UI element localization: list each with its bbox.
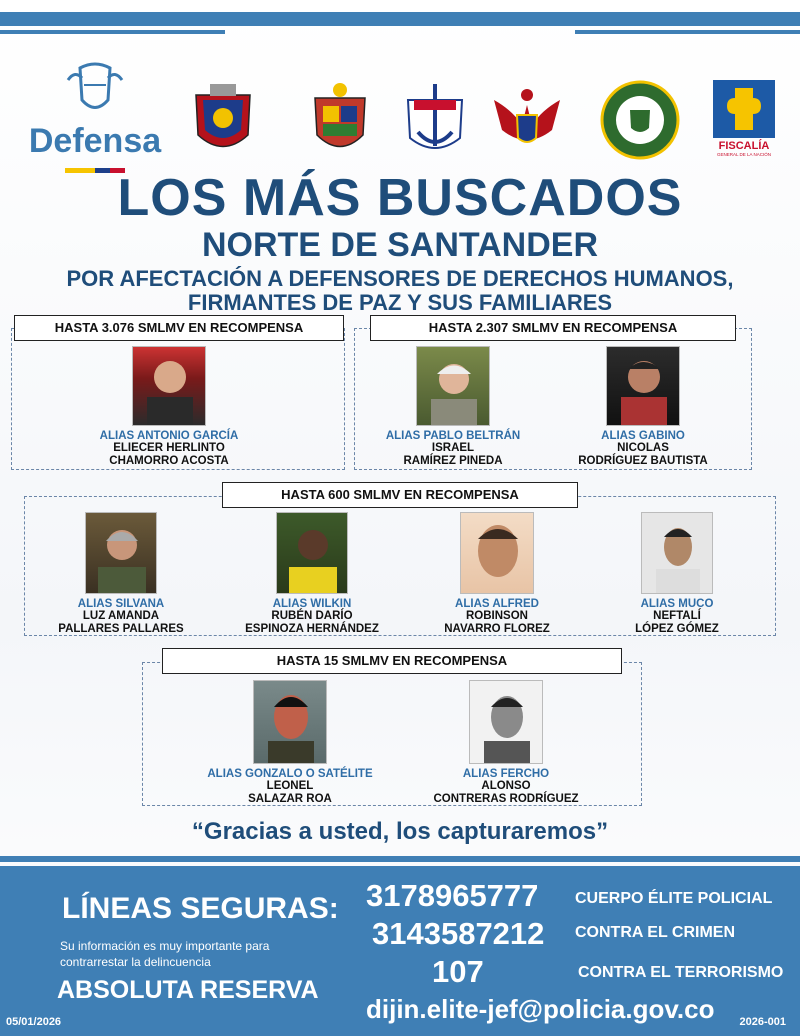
main-title: LOS MÁS BUSCADOS	[117, 169, 683, 227]
name-line-2: SALAZAR ROA	[248, 793, 332, 805]
subtitle-line-1: POR AFECTACIÓN A DEFENSORES DE DERECHOS HUMANOS,	[66, 266, 734, 291]
air-force-emblem-icon	[492, 80, 562, 160]
top-band-left-line	[0, 30, 225, 34]
footer	[0, 866, 800, 1036]
region-title: NORTE DE SANTANDER	[201, 226, 599, 264]
alias-label: ALIAS WILKIN	[272, 598, 352, 610]
phone-number-1[interactable]: 3178965777	[366, 878, 539, 913]
alias-label: ALIAS GABINO	[601, 430, 685, 442]
wanted-person-card	[582, 512, 772, 636]
wanted-person-card	[74, 346, 264, 468]
wanted-person-card	[402, 512, 592, 636]
fiscalia-sublabel: GENERAL DE LA NACIÓN	[716, 152, 772, 157]
wanted-person-card	[195, 680, 385, 806]
info-text	[60, 938, 269, 970]
wanted-person-card	[548, 346, 738, 468]
name-line-1: LUZ AMANDA	[82, 610, 160, 622]
alias-label: ALIAS FERCHO	[462, 768, 550, 780]
name-line-2: RAMÍREZ PINEDA	[403, 455, 503, 467]
name-line-1: NICOLAS	[617, 442, 669, 454]
suspect-photo	[416, 346, 490, 426]
wanted-person-card	[411, 680, 601, 806]
suspect-photo	[253, 680, 327, 764]
subtitle-line-2: FIRMANTES DE PAZ Y SUS FAMILIARES	[187, 290, 613, 315]
alias-label: ALIAS SILVANA	[77, 598, 165, 610]
alias-label: ALIAS ANTONIO GARCÍA	[99, 430, 239, 442]
name-line-2: RODRÍGUEZ BAUTISTA	[578, 455, 708, 467]
alias-label: ALIAS PABLO BELTRÁN	[385, 430, 521, 442]
info-line-2: contrarrestar la delincuencia	[60, 955, 211, 969]
thanks-slogan: “Gracias a usted, los capturaremos”	[191, 818, 609, 845]
wanted-person-card	[358, 346, 548, 468]
unit-label-1: CUERPO ÉLITE POLICIAL	[575, 890, 773, 907]
fiscalia-logo	[713, 80, 775, 158]
suspect-photo	[606, 346, 680, 426]
unit-label-2: CONTRA EL CRIMEN	[575, 924, 735, 941]
suspect-photo	[641, 512, 713, 594]
police-emblem-icon	[596, 80, 684, 160]
footer-top-line	[0, 856, 800, 862]
top-band	[0, 12, 800, 26]
navy-emblem-icon	[400, 80, 470, 160]
defensa-wordmark: Defensa	[28, 122, 162, 160]
name-line-1: LEONEL	[266, 780, 314, 792]
name-line-2: NAVARRO FLOREZ	[444, 623, 550, 635]
name-line-1: ALONSO	[481, 780, 531, 792]
absolute-reserve-label: ABSOLUTA RESERVA	[57, 976, 319, 1004]
reward-label-3076: HASTA 3.076 SMLMV EN RECOMPENSA	[14, 315, 344, 341]
coat-of-arms-icon	[20, 60, 170, 120]
info-line-1: Su información es muy importante para	[60, 939, 270, 953]
name-line-1: ROBINSON	[466, 610, 528, 622]
unit-label-3: CONTRA EL TERRORISMO	[578, 964, 784, 981]
name-line-1: RUBÉN DARÍO	[271, 610, 353, 622]
secure-lines-heading: LÍNEAS SEGURAS:	[62, 892, 339, 925]
top-band-right-line	[575, 30, 800, 34]
name-line-1: NEFTALÍ	[653, 610, 701, 622]
alias-label: ALIAS GONZALO O SATÉLITE	[207, 768, 373, 780]
name-line-2: LÓPEZ GÓMEZ	[635, 623, 719, 635]
name-line-1: ISRAEL	[431, 442, 475, 454]
name-line-1: ELIECER HERLINTO	[113, 442, 225, 454]
name-line-2: CONTRERAS RODRÍGUEZ	[433, 793, 579, 805]
suspect-photo	[85, 512, 157, 594]
document-code: 2026-001	[739, 1016, 786, 1028]
puzzle-icon	[713, 80, 775, 138]
army-emblem-icon	[188, 80, 258, 160]
wanted-person-card	[26, 512, 216, 636]
phone-number-2[interactable]: 3143587212	[372, 916, 545, 951]
alias-label: ALIAS ALFRED	[455, 598, 539, 610]
alias-label: ALIAS MUCO	[640, 598, 714, 610]
military-academy-emblem-icon	[305, 80, 375, 160]
name-line-2: CHAMORRO ACOSTA	[109, 455, 229, 467]
contact-email[interactable]: dijin.elite-jef@policia.gov.co	[366, 994, 715, 1024]
name-line-2: ESPINOZA HERNÁNDEZ	[245, 623, 379, 635]
defensa-logo	[20, 60, 170, 170]
suspect-photo	[276, 512, 348, 594]
reward-label-2307: HASTA 2.307 SMLMV EN RECOMPENSA	[370, 315, 736, 341]
name-line-2: PALLARES PALLARES	[58, 623, 184, 635]
wanted-person-card	[217, 512, 407, 636]
phone-number-3[interactable]: 107	[432, 954, 484, 989]
issue-date: 05/01/2026	[6, 1016, 62, 1028]
suspect-photo	[460, 512, 534, 594]
suspect-photo	[132, 346, 206, 426]
reward-label-15: HASTA 15 SMLMV EN RECOMPENSA	[162, 648, 622, 674]
suspect-photo	[469, 680, 543, 764]
fiscalia-label: FISCALÍA	[718, 140, 770, 152]
reward-label-600: HASTA 600 SMLMV EN RECOMPENSA	[222, 482, 578, 508]
